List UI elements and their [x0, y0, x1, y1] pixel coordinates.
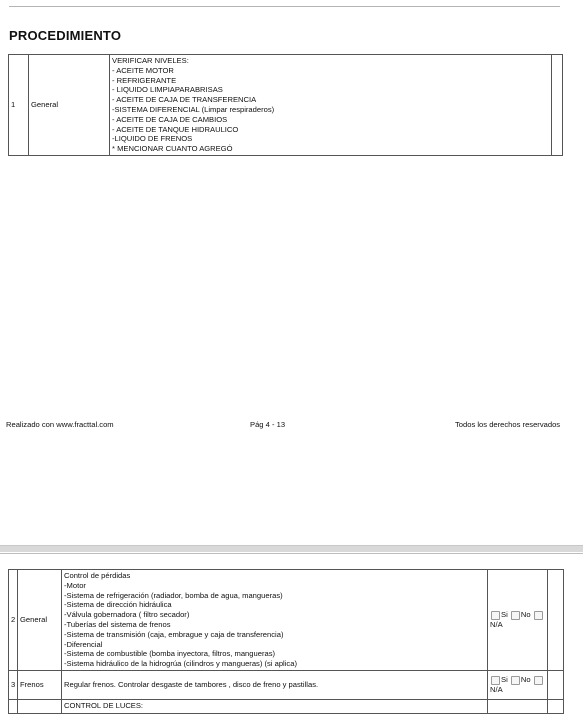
task-line: Regular frenos. Controlar desgaste de tambores , disco de freno y pastillas. [64, 680, 319, 690]
task-category [18, 699, 62, 713]
task-line: - ACEITE MOTOR [112, 65, 174, 75]
no-checkbox[interactable] [511, 611, 520, 620]
task-extra-cell [548, 699, 564, 713]
na-label: N/A [490, 685, 503, 695]
task-line: -Válvula gobernadora ( filtro secador) [64, 610, 190, 620]
task-extra-cell [548, 670, 564, 699]
si-checkbox[interactable] [491, 611, 500, 620]
task-line: -Motor [64, 580, 86, 590]
task-line: -Sistema de refrigeración (radiador, bomba de agua, mangueras) [64, 590, 283, 600]
top-rule [9, 6, 560, 7]
task-line: -Sistema hidráulico de la hidrogrúa (cilindros y mangueras) (si aplica) [64, 659, 297, 669]
task-line: * MENCIONAR CUANTO AGREGÓ [112, 144, 233, 154]
footer-link-text: Realizado con www.fracttal.com [6, 420, 114, 429]
task-line: VERIFICAR NIVELES: [112, 56, 189, 65]
task-line: -LIQUIDO DE FRENOS [112, 134, 193, 144]
answer-options [488, 570, 548, 671]
task-extra-cell [548, 570, 564, 671]
task-number: 2 [9, 570, 18, 671]
table-row [9, 670, 564, 699]
task-line: CONTROL DE LUCES: [64, 700, 144, 710]
page-separator-line [0, 553, 583, 554]
table-row [9, 699, 564, 713]
footer-rights: Todos los derechos reservados [455, 420, 561, 429]
task-line: -Sistema de combustible (bomba inyectora, filtros, mangueras) [64, 649, 276, 659]
task-line: - REFRIGERANTE [112, 75, 177, 85]
task-line: -Tuberías del sistema de frenos [64, 619, 171, 629]
answer-options [488, 699, 548, 713]
procedure-table-page-4 [8, 54, 563, 156]
section-title: PROCEDIMIENTO [9, 28, 122, 43]
no-checkbox[interactable] [511, 676, 520, 685]
task-description [62, 670, 488, 699]
no-label: No [520, 610, 531, 620]
task-description [110, 55, 552, 156]
task-check-cell [552, 55, 563, 156]
task-line: - LIQUIDO LIMPIAPARABRISAS [112, 85, 223, 95]
task-number: 3 [9, 670, 18, 699]
table-row [9, 570, 564, 671]
task-line: - ACEITE DE CAJA DE TRANSFERENCIA [112, 95, 257, 105]
task-number [9, 699, 18, 713]
na-label: N/A [490, 620, 503, 630]
task-line: - ACEITE DE TANQUE HIDRAULICO [112, 124, 239, 134]
task-category: Frenos [18, 670, 62, 699]
si-label: Si [501, 610, 508, 620]
na-checkbox[interactable] [534, 676, 543, 685]
na-checkbox[interactable] [534, 611, 543, 620]
task-description [62, 699, 488, 713]
table-row [9, 55, 563, 156]
page-separator [0, 545, 583, 552]
task-category: General [18, 570, 62, 671]
no-label: No [520, 675, 531, 685]
procedure-table-page-5 [8, 569, 564, 714]
task-line: -Sistema de dirección hidráulica [64, 600, 172, 610]
task-line: -SISTEMA DIFERENCIAL (Limpar respiraderos) [112, 104, 275, 114]
task-category: General [29, 55, 110, 156]
si-checkbox[interactable] [491, 676, 500, 685]
task-description [62, 570, 488, 671]
task-line: Control de pérdidas [64, 571, 131, 580]
answer-options [488, 670, 548, 699]
task-line: -Sistema de transmisión (caja, embrague y caja de transferencia) [64, 629, 284, 639]
task-line: -Diferencial [64, 639, 103, 649]
si-label: Si [501, 675, 508, 685]
task-number: 1 [9, 55, 29, 156]
task-line: - ACEITE DE CAJA DE CAMBIOS [112, 114, 228, 124]
page-number: Pág 4 - 13 [250, 420, 286, 429]
